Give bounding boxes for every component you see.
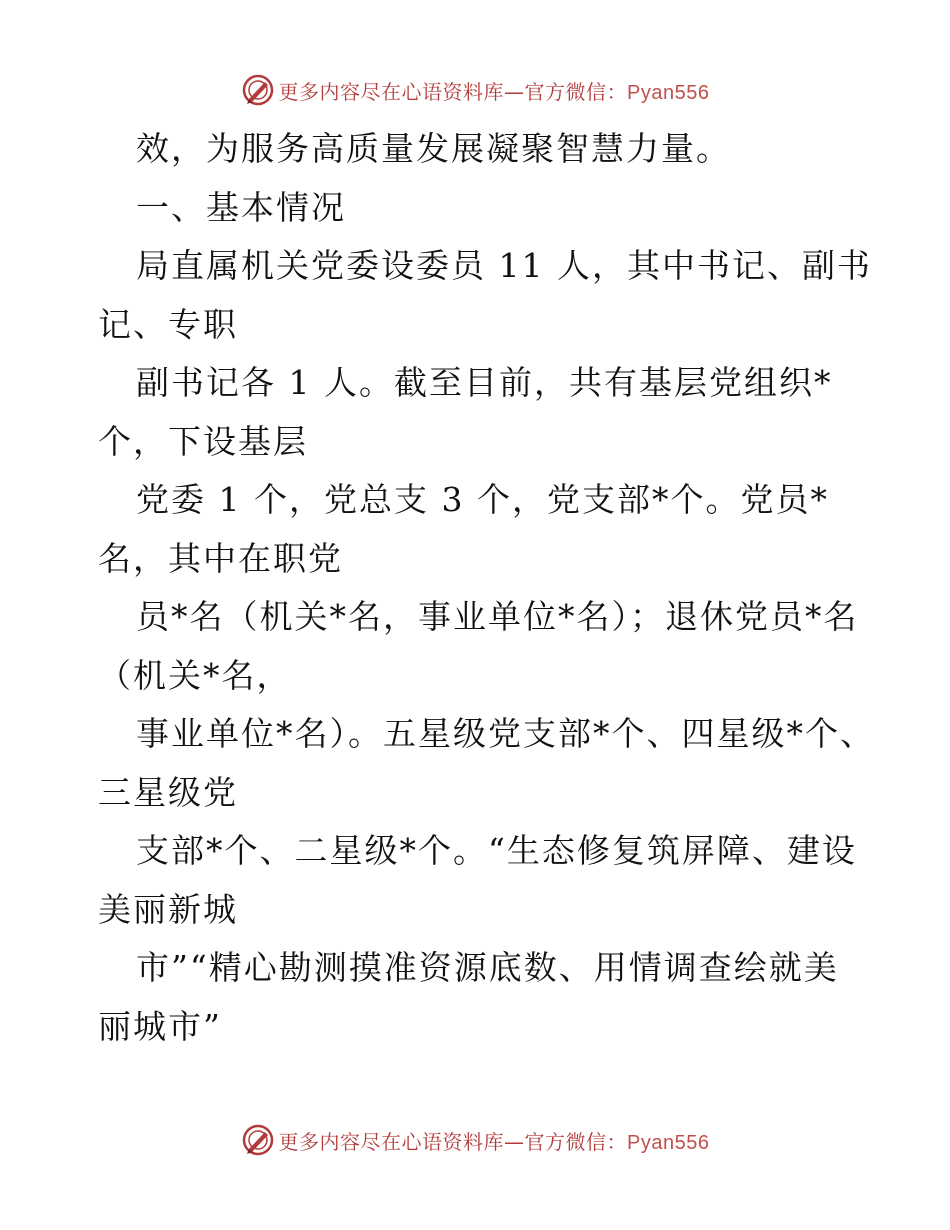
section-heading: 一、基本情况 xyxy=(136,187,346,227)
footer-watermark xyxy=(0,1120,950,1160)
paragraph-line: 美丽新城 xyxy=(98,889,238,929)
pen-logo-icon xyxy=(241,1123,275,1157)
watermark-main: 更多内容尽在心语资料库 xyxy=(278,79,505,104)
paragraph-line: 三星级党 xyxy=(98,772,238,812)
header-watermark xyxy=(0,70,950,110)
watermark-text xyxy=(279,76,710,105)
paragraph-line: 名，其中在职党 xyxy=(98,538,343,578)
pen-logo-icon xyxy=(241,73,275,107)
paragraph-line: （机关*名， xyxy=(98,655,292,695)
paragraph-line: 个，下设基层 xyxy=(98,421,308,461)
watermark-separator: — xyxy=(504,1129,525,1154)
paragraph-line: 丽城市” xyxy=(98,1006,222,1046)
paragraph-line: 事业单位*名）。五星级党支部*个、四星级*个、 xyxy=(136,714,875,753)
watermark-text xyxy=(279,1126,710,1155)
paragraph-line: 员*名（机关*名，事业单位*名）；退休党员*名 xyxy=(136,597,859,636)
document-body xyxy=(98,120,875,1056)
paragraph-line: 局直属机关党委设委员 11 人，其中书记、副书 xyxy=(136,246,872,285)
watermark-separator: — xyxy=(504,79,525,104)
paragraph-line: 党委 1 个，党总支 3 个，党支部*个。党员* xyxy=(136,480,829,519)
paragraph-line: 支部*个、二星级*个。“生态修复筑屏障、建设 xyxy=(136,831,857,870)
paragraph-line: 副书记各 1 人。截至目前，共有基层党组织* xyxy=(136,363,833,402)
watermark-official: 官方微信： xyxy=(524,79,628,104)
watermark-brand: Pyan556 xyxy=(627,1131,710,1154)
paragraph-line: 市”“精心勘测摸准资源底数、用情调查绘就美 xyxy=(136,948,839,987)
paragraph-line: 记、专职 xyxy=(98,304,238,344)
watermark-brand: Pyan556 xyxy=(627,81,710,104)
watermark-official: 官方微信： xyxy=(524,1129,628,1154)
paragraph-line: 效，为服务高质量发展凝聚智慧力量。 xyxy=(136,129,731,168)
watermark-main: 更多内容尽在心语资料库 xyxy=(278,1129,505,1154)
